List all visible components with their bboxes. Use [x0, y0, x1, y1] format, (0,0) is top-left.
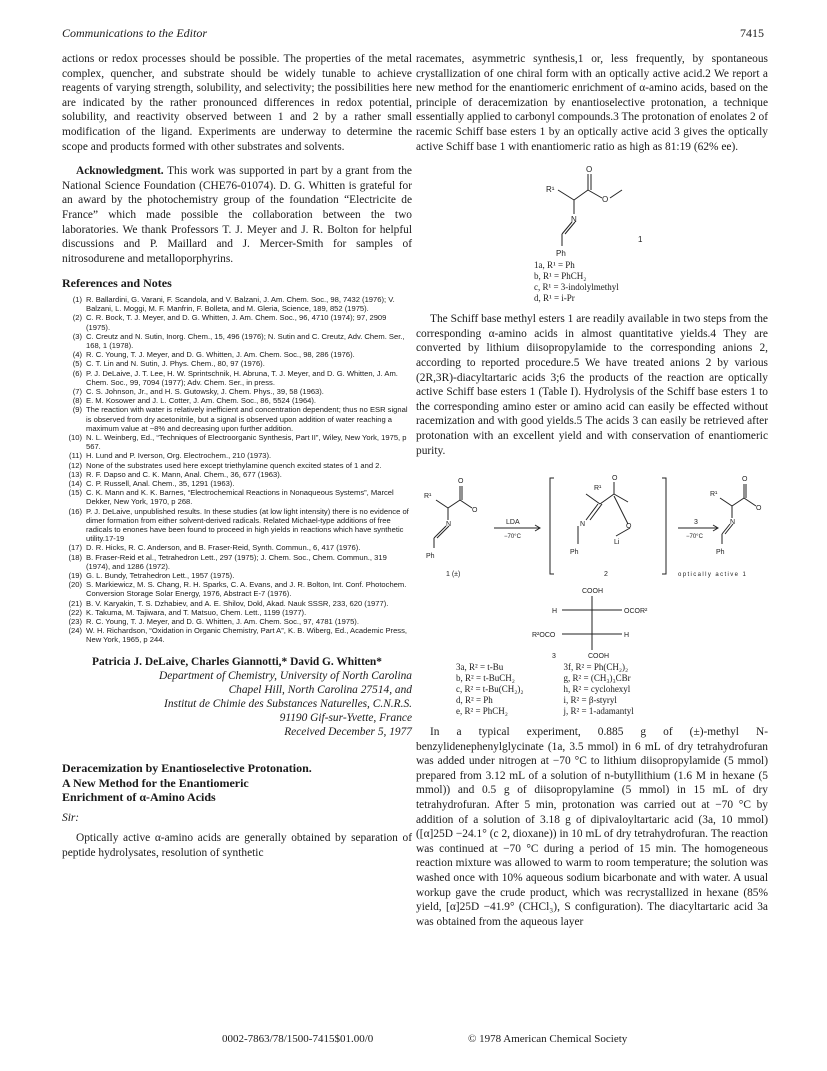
- affiliation-line: Chapel Hill, North Carolina 27514, and: [228, 684, 412, 697]
- reference-text: G. L. Bundy, Tetrahedron Lett., 1957 (1975).: [86, 571, 235, 580]
- reference-number: (21): [68, 598, 82, 608]
- reference-number: (5): [72, 359, 82, 369]
- reference-text: R. C. Young, T. J. Meyer, and D. G. Whitten, J. Am. Chem. Soc., 98, 286 (1976).: [86, 350, 355, 360]
- scheme-n-c: N: [730, 519, 736, 527]
- fischer-projection: [416, 584, 768, 662]
- reference-item: [62, 488, 412, 506]
- acid-label: c, R² = t-Bu(CH₂)₂: [456, 684, 524, 695]
- reference-text: D. R. Hicks, R. C. Anderson, and B. Fraser-Reid, Synth. Commun., 6, 417 (1976).: [86, 543, 361, 553]
- footer-code: 0002-7863/78/1500-7415$01.00/0: [222, 1033, 374, 1045]
- reference-text: C. T. Lin and N. Sutin, J. Phys. Chem., 80, 97 (1976).: [86, 359, 265, 369]
- carbonyl-o: O: [586, 165, 593, 175]
- acknowledgment: [62, 164, 412, 266]
- acid-labels: [456, 662, 768, 717]
- reference-item: [62, 608, 412, 617]
- compound-number: 1: [638, 235, 643, 245]
- reference-number: (22): [68, 607, 82, 617]
- scheme-ph-a: Ph: [426, 553, 435, 561]
- reference-number: (14): [68, 478, 82, 488]
- structure-label: c, R¹ = 3-indolylmethyl: [534, 282, 619, 293]
- affiliation: [62, 669, 412, 739]
- reference-item: [62, 599, 412, 608]
- reference-item: [62, 571, 412, 580]
- reference-item: [62, 350, 412, 359]
- reference-item: [62, 470, 412, 479]
- scheme-o-a: O: [458, 478, 464, 486]
- ester-o: O: [602, 195, 609, 205]
- para-1: racemates, asymmetric synthesis,1 or, less frequently, by spontaneous crystallization of one chiral form with an optically active acid.2 We report a new method for the enantiomeric enrichment of α-amino acids, based on the principle of deracemization by enantioselective protonation, a technique essentially applied to carbonyl compounds.3 The protonation of enolates 2 of racemic Schiff base esters 1 by an optically active acid 3 gives the optically active Schiff base 1 with enantiomeric ratio as high as 81:19 (62% ee).: [416, 53, 768, 153]
- label-optically-active: optically active 1: [678, 572, 748, 579]
- structure-label: d, R¹ = i-Pr: [534, 293, 575, 304]
- reference-number: (7): [72, 386, 82, 396]
- article-title: [62, 761, 412, 805]
- reference-text: B. V. Karyakin, T. S. Dzhabiev, and A. E. Shilov, Dokl, Akad. Nauk SSSR, 233, 620 (1977).: [86, 598, 389, 608]
- reference-item: [62, 405, 412, 433]
- reference-text: C. K. Mann and K. K. Barnes, “Electrochemical Reactions in Nonaqueous Systems”, Marcel Dekker, New York, 1970, p 268.: [86, 488, 394, 507]
- acid-label: d, R² = Ph: [456, 695, 493, 706]
- scheme-n-a: N: [446, 521, 452, 529]
- reference-number: (13): [68, 469, 82, 479]
- salutation: Sir:: [62, 811, 80, 824]
- fischer-h1: H: [552, 608, 558, 616]
- acid-label: e, R² = PhCH₂: [456, 706, 508, 717]
- references-list: [62, 295, 412, 645]
- right-column: [416, 52, 768, 929]
- reference-number: (17): [68, 543, 82, 553]
- acid-label: i, R² = β-styryl: [563, 695, 617, 706]
- reference-text: R. C. Young, T. J. Meyer, and D. G. Whitten, J. Am. Chem. Soc., 97, 4781 (1975).: [86, 617, 359, 627]
- reference-text: H. Lund and P. Iverson, Org. Electrochem., 210 (1973).: [86, 451, 272, 461]
- affiliation-line: 91190 Gif-sur-Yvette, France: [279, 712, 412, 725]
- acid-labels-left: [456, 662, 524, 717]
- reference-item: [62, 553, 412, 571]
- fischer-drawing: [416, 584, 768, 662]
- reference-text: E. M. Kosower and J. L. Cotter, J. Am. Chem. Soc., 86, 5524 (1964).: [86, 396, 317, 406]
- references-heading: References and Notes: [62, 276, 172, 291]
- reference-item: [62, 461, 412, 470]
- scheme-r1-a: R¹: [424, 493, 432, 501]
- title-line: A New Method for the Enantiomeric: [62, 775, 249, 790]
- scheme-n-b: N: [580, 521, 586, 529]
- reference-text: The reaction with water is relatively inefficient and concentration dependent; thus no ESR signal is observed from dry acetonitrile, but a signal is observed upon addition of water reaching a maximum value at ~8% and decreasing upon further addition.: [86, 405, 408, 433]
- structure-1: [416, 160, 768, 266]
- reference-number: (2): [72, 313, 82, 323]
- scheme-r1-c: R¹: [710, 491, 718, 499]
- acid-label: b, R² = t-BuCH₂: [456, 673, 515, 684]
- affiliation-line: Department of Chemistry, University of North Carolina: [158, 670, 412, 683]
- reference-text: C. P. Russell, Anal. Chem., 35, 1291 (1963).: [86, 478, 235, 488]
- reference-text: W. H. Richardson, “Oxidation in Organic Chemistry, Part A”, K. B. Wiberg, Ed., Academic Press, New York, 1965, p 244.: [86, 626, 408, 645]
- reference-item: [62, 543, 412, 552]
- scheme-drawing: [416, 472, 768, 584]
- reference-text: C. S. Johnson, Jr., and H. S. Gutowsky, J. Chem. Phys., 39, 58 (1963).: [86, 386, 324, 396]
- reference-item: [62, 479, 412, 488]
- acid-label: h, R² = cyclohexyl: [563, 684, 631, 695]
- reference-number: (6): [72, 368, 82, 378]
- acid-label: j, R² = 1-adamantyl: [563, 706, 634, 717]
- reference-number: (23): [68, 617, 82, 627]
- fischer-top: COOH: [582, 588, 603, 596]
- left-column: [62, 52, 412, 861]
- title-line: Deracemization by Enantioselective Protonation.: [62, 761, 312, 776]
- reference-item: [62, 332, 412, 350]
- affiliation-line: Received December 5, 1977: [284, 726, 412, 739]
- reference-text: N. L. Weinberg, Ed., “Techniques of Electroorganic Synthesis, Part II”, Wiley, New York, 1975, p 567.: [86, 432, 407, 452]
- structure-1-drawing: [416, 160, 768, 266]
- acid-label: 3a, R² = t-Bu: [456, 662, 504, 673]
- reference-number: (4): [72, 350, 82, 360]
- fischer-h2: H: [624, 632, 630, 640]
- reference-item: [62, 617, 412, 626]
- ack-text: This work was supported in part by a grant from the National Science Foundation (CHE76-01074). D. G. Whitten is grateful for an award by the photochemistry group of the foundation “Electricite de France” which made possible the collaboration between the two laboratories. We thank Professors T. J. Meyer and J. R. Bolton for helpful discussions and P. Maillard and J. Mercer-Smith for samples of nitrosodurene and metalloporphyrins.: [62, 165, 412, 265]
- reference-text: R. F. Dapso and C. K. Mann, Anal. Chem., 36, 677 (1963).: [86, 469, 282, 479]
- ack-heading: Acknowledgment.: [76, 165, 164, 178]
- para-2: The Schiff base methyl esters 1 are readily available in two steps from the corresponding α-amino acids in almost quantitative yields.4 They are converted by lithium diisopropylamide to the corresponding anions 2, according to reported procedure.5 We have treated anions 2 by various (2R,3R)-diacyltartaric acids 3;6 the products of the reaction are optically active Schiff base esters 1 (Table I). Hydrolysis of the Schiff base esters 1 to the corresponding amino ester or amino acid can easily be effected without racemization and with good yields.5 The acids 3 can easily be retrieved after protonation with an excellent yield and with conservation of enantiomeric purity.: [416, 313, 768, 457]
- reference-item: [62, 433, 412, 451]
- scheme-o-e: O: [742, 476, 748, 484]
- reference-number: (9): [72, 405, 82, 415]
- r1-label: R¹: [546, 185, 555, 195]
- reference-item: [62, 295, 412, 313]
- reference-number: (1): [72, 294, 82, 304]
- reference-number: (11): [69, 451, 82, 461]
- affiliation-line: Institut de Chimie des Substances Naturelles, C.N.R.S.: [164, 698, 412, 711]
- reference-number: (19): [68, 571, 82, 580]
- n-atom: N: [571, 215, 577, 225]
- scheme-o-c: O: [612, 475, 618, 483]
- scheme-o-f: O: [756, 505, 762, 513]
- reference-text: P. J. DeLaive, unpublished results. In these studies (at low light intensity) there is no evidence of dimer formation from either solvent-derived radicals. Related Michael-type additions of free radicals to enones have been found to proceed in high yields in reactions which have synthetic utility.17-19: [86, 506, 409, 544]
- reference-number: (15): [68, 488, 82, 498]
- li-label: Li: [614, 539, 620, 547]
- temp-label-2: −70°C: [686, 534, 703, 541]
- scheme-o-b: O: [472, 507, 478, 515]
- acid-label: g, R² = (CH₃)₃CBr: [563, 673, 631, 684]
- temp-label-1: −70°C: [504, 534, 521, 541]
- reference-number: (10): [68, 432, 82, 442]
- reference-text: C. R. Bock, T. J. Meyer, and D. G. Whitten, J. Am. Chem. Soc., 96, 4710 (1974); 97, 2909 (1975).: [86, 313, 387, 332]
- running-header: Communications to the Editor: [62, 26, 207, 40]
- para-3: In a typical experiment, 0.885 g of (±)-methyl N-benzylidenephenylglycinate (1a, 3.5 mmol) in 6 mL of dry tetrahydrofuran was added under nitrogen at −70 °C to lithium diisopropylamide (5 mmol) prepared from 3.12 mL of a solution of n-butyllithium (1.6 M in hexane (5 mmol)) and 0.5 g of diisopropylamine (5 mmol) in 15 mL of dry tetrahydrofuran. After 5 min, protonation was carried out at −70 °C by addition of a solution of 3.18 g of dipivaloyltartaric acid (3a, 10 mmol) ([α]25D −24.1° (c 2, dioxane)) in 10 mL of dry tetrahydrofuran. The reaction was continued at −70 °C during a period of 15 min. The homogeneous reaction mixture was allowed to warm to room temperature; the solution was washed once with 10% aqueous sodium bicarbonate and with water. A usual workup gave the crude product, which was recrystallized in hexane (85% yield, [α]25D −41.9° (CHCl₃), S configuration). The diacyltartaric acid 3a was obtained from the aqueous layer: [416, 726, 768, 928]
- page-number: 7415: [740, 26, 764, 40]
- fischer-ocor: OCOR²: [624, 608, 648, 616]
- reference-item: [62, 313, 412, 331]
- reference-number: (12): [68, 460, 82, 470]
- label-2: 2: [604, 571, 608, 579]
- reference-text: K. Takuma, M. Tajiwara, and T. Matsuo, Chem. Lett., 1199 (1977).: [86, 607, 307, 617]
- fischer-r2oco: R²OCO: [532, 632, 556, 640]
- reference-text: S. Markiewicz, M. S. Chang, R. H. Sparks, C. A. Evans, and J. R. Bolton, Int. Conf. Photochem. Conversion Storage Solar Energy, 1976, Abstract E-7 (1976).: [86, 580, 407, 599]
- footer-copyright: © 1978 American Chemical Society: [468, 1033, 628, 1045]
- reference-text: P. J. DeLaive, J. T. Lee, H. W. Sprintschnik, H. Abruna, T. J. Meyer, and D. G. Whitten, J. Am. Chem. Soc., 99, 7094 (1977); Adv. Chem. Ser., in press.: [86, 368, 398, 387]
- lda-label: LDA: [506, 519, 520, 527]
- structure-label: b, R¹ = PhCH₂: [534, 271, 587, 282]
- reference-number: (24): [68, 626, 82, 636]
- scheme-ph-b: Ph: [570, 549, 579, 557]
- title-line: Enrichment of α-Amino Acids: [62, 790, 216, 805]
- reference-text: B. Fraser-Reid et al., Tetrahedron Lett., 297 (1975); J. Chem. Soc., Chem. Commun., 319 (1974), and 1286 (1972).: [86, 552, 387, 571]
- authors: Patricia J. DeLaive, Charles Giannotti,* David G. Whitten*: [92, 655, 382, 668]
- fischer-number: 3: [552, 653, 556, 661]
- scheme-ph-c: Ph: [716, 549, 725, 557]
- reference-item: [62, 387, 412, 396]
- reference-item: [62, 580, 412, 598]
- reference-number: (18): [68, 552, 82, 562]
- reaction-scheme: [416, 472, 768, 584]
- reference-text: None of the substrates used here except triethylamine quench excited states of 1 and 2.: [86, 460, 382, 470]
- reference-text: C. Creutz and N. Sutin, Inorg. Chem., 15, 496 (1976); N. Sutin and C. Creutz, Adv. Chem. Ser., 168, 1 (1978).: [86, 331, 405, 350]
- reference-item: [62, 396, 412, 405]
- reference-item: [62, 507, 412, 544]
- fischer-bottom: COOH: [588, 653, 609, 661]
- reference-number: (16): [68, 506, 82, 516]
- reference-item: [62, 451, 412, 460]
- reference-item: [62, 626, 412, 644]
- ph-label: Ph: [556, 249, 566, 259]
- body-start: Optically active α-amino acids are generally obtained by separation of peptide hydrolysates, resolution of synthetic: [62, 832, 412, 859]
- acid-labels-right: [564, 662, 634, 717]
- reference-item: [62, 359, 412, 368]
- reagent-3-label: 3: [694, 519, 698, 527]
- reference-text: R. Ballardini, G. Varani, F. Scandola, and V. Balzani, J. Am. Chem. Soc., 98, 7432 (1976); V. Balzani, L. Moggi, M. F. Manfrin, F. Bolleta, and M. Gleria, Science, 189, 852 (1975).: [86, 294, 395, 314]
- structure-1-labels: [534, 260, 768, 304]
- structure-label: 1a, R¹ = Ph: [534, 260, 575, 271]
- reference-item: [62, 369, 412, 387]
- reference-number: (3): [72, 331, 82, 341]
- scheme-o-d: O: [626, 523, 632, 531]
- label-1-racemic: 1 (±): [446, 571, 461, 579]
- intro-paragraph: actions or redox processes should be possible. The properties of the metal complex, quencher, and substrate should be widely tunable to achieve reagents of varying strength, solubility, and selectivity; the possibilities here are indicated by the rather pronounced differences in redox potential, solubility, and reactivity observed between 1 and 2 by a rather small modification of the ligand. Experiments are underway to determine the scope and products formed with other substrates and solvents.: [62, 53, 412, 153]
- acid-label: 3f, R² = Ph(CH₂)₂: [563, 662, 629, 673]
- reference-number: (20): [68, 580, 82, 590]
- reference-number: (8): [72, 396, 82, 406]
- scheme-r1-b: R¹: [594, 485, 602, 493]
